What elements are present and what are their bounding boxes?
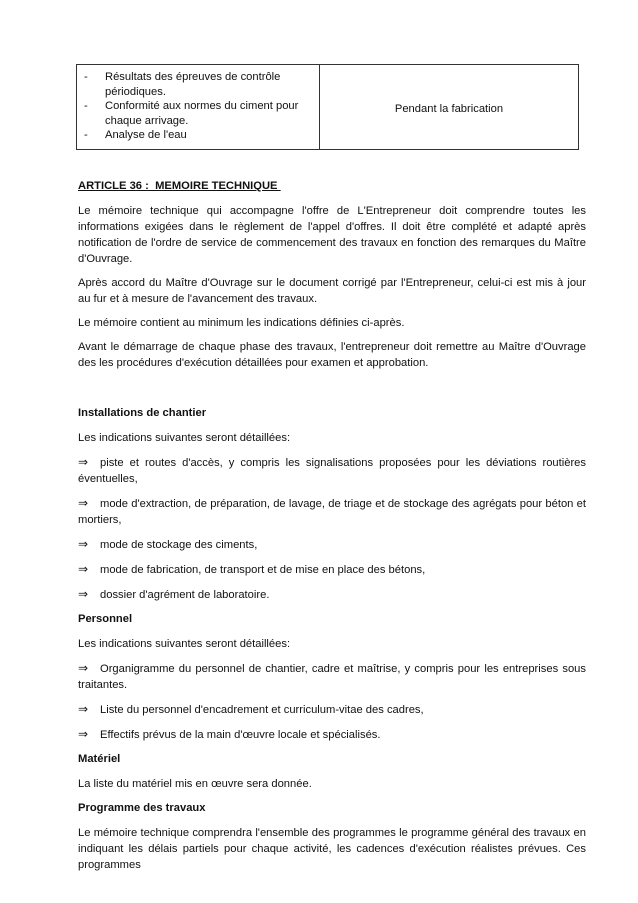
- article-paragraph: Après accord du Maître d'Ouvrage sur le document corrigé par l'Entrepreneur, celui-ci est mis à jour au fur et à mesure de l'avancement des travaux.: [78, 277, 586, 305]
- item-text: mode de fabrication, de transport et de mise en place des bétons,: [100, 564, 426, 576]
- materiel-text: La liste du matériel mis en œuvre sera donnée.: [78, 778, 312, 790]
- installations-item: [78, 586, 586, 603]
- installations-intro: Les indications suivantes seront détaillées:: [78, 432, 291, 444]
- arrow-icon: ⇒: [78, 455, 89, 469]
- programme-heading: Programme des travaux: [78, 802, 206, 814]
- arrow-icon: ⇒: [78, 562, 89, 576]
- article-paragraph: Le mémoire contient au minimum les indications définies ci-après.: [78, 317, 405, 329]
- item-text: dossier d'agrément de laboratoire.: [100, 589, 270, 601]
- control-list-item: [84, 128, 309, 143]
- control-item-text: Analyse de l'eau: [105, 129, 187, 141]
- dash-marker: -: [84, 129, 88, 141]
- arrow-icon: ⇒: [78, 587, 89, 601]
- item-text: Organigramme du personnel de chantier, cadre et maîtrise, y compris pour les entreprises sous traitantes.: [78, 663, 586, 691]
- table-timing-cell: [320, 65, 578, 149]
- installations-item: [78, 495, 586, 528]
- timing-text: Pendant la fabrication: [394, 103, 504, 115]
- control-item-text: Résultats des épreuves de contrôle périodiques.: [105, 71, 281, 98]
- control-list-item: [84, 99, 309, 128]
- control-list-item: [84, 70, 309, 99]
- control-item-text: Conformité aux normes du ciment pour chaque arrivage.: [105, 100, 299, 127]
- arrow-icon: ⇒: [78, 496, 89, 510]
- control-table: [76, 64, 579, 150]
- dash-marker: -: [84, 100, 88, 112]
- installations-item: [78, 454, 586, 487]
- programme-text: Le mémoire technique comprendra l'ensemble des programmes le programme général des travaux en indiquant les délais partiels pour chaque activité, les cadences d'exécution réalistes prévues. Ces programmes: [78, 827, 586, 871]
- control-list: [84, 70, 309, 143]
- item-text: mode d'extraction, de préparation, de lavage, de triage et de stockage des agrégats pour béton et mortiers,: [78, 498, 586, 526]
- item-text: Effectifs prévus de la main d'œuvre locale et spécialisés.: [100, 729, 381, 741]
- article-paragraph: Le mémoire technique qui accompagne l'offre de L'Entrepreneur doit comprendre toutes les informations exigées dans le règlement de l'appel d'offres. Il doit être complété et adapté après notification de l'ordre de service de commencement des travaux en fonction des remarques du Maître d'Ouvrage.: [78, 205, 586, 265]
- article-title: ARTICLE 36 : MEMOIRE TECHNIQUE: [78, 180, 281, 192]
- arrow-icon: ⇒: [78, 727, 89, 741]
- installations-heading: Installations de chantier: [78, 407, 207, 419]
- materiel-heading: Matériel: [78, 753, 121, 765]
- personnel-intro: Les indications suivantes seront détaillées:: [78, 638, 291, 650]
- arrow-icon: ⇒: [78, 702, 89, 716]
- personnel-item: [78, 660, 586, 693]
- item-text: mode de stockage des ciments,: [100, 539, 258, 551]
- item-text: piste et routes d'accès, y compris les signalisations proposées pour les déviations routières éventuelles,: [78, 457, 586, 485]
- arrow-icon: ⇒: [78, 537, 89, 551]
- document-body: [78, 178, 586, 881]
- dash-marker: -: [84, 71, 88, 83]
- article-paragraph: Avant le démarrage de chaque phase des travaux, l'entrepreneur doit remettre au Maître d'Ouvrage des les procédures d'exécution détaillées pour examen et approbation.: [78, 341, 586, 369]
- installations-item: [78, 536, 586, 553]
- personnel-item: [78, 726, 586, 743]
- section-spacer: [78, 379, 586, 405]
- installations-item: [78, 561, 586, 578]
- personnel-item: [78, 701, 586, 718]
- personnel-heading: Personnel: [78, 613, 133, 625]
- item-text: Liste du personnel d'encadrement et curriculum-vitae des cadres,: [100, 704, 424, 716]
- arrow-icon: ⇒: [78, 661, 89, 675]
